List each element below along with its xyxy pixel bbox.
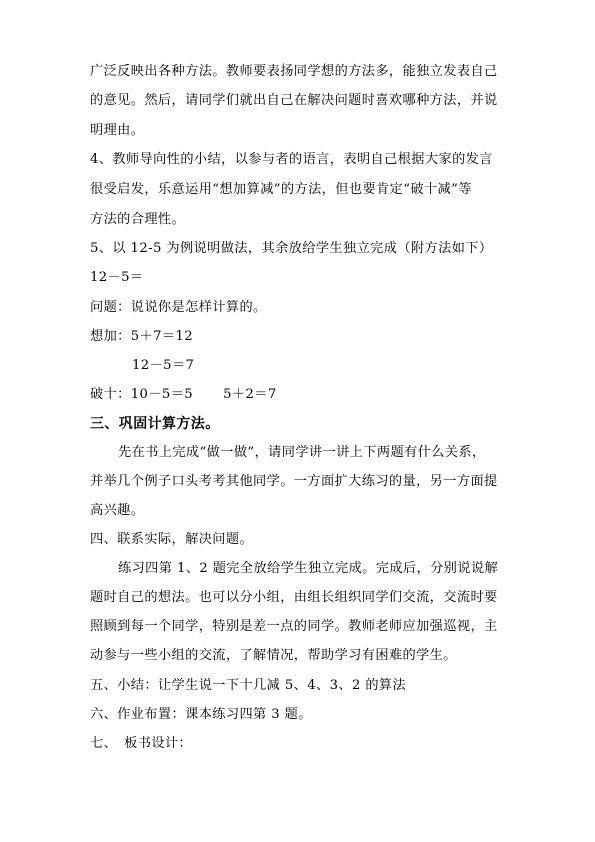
- equation-part: 破十：10－5＝5: [90, 387, 194, 402]
- equation-line: 12－5＝7: [132, 358, 195, 373]
- equation-line: 12－5＝: [90, 270, 144, 285]
- equation-line: 想加：5＋7＝12: [90, 329, 194, 344]
- paragraph-line: 4、教师导向性的小结，以参与者的语言，表明自己根据大家的发言: [90, 152, 493, 167]
- paragraph-line: 的意见。然后，请同学们就出自己在解决问题时喜欢哪种方法，并说: [90, 93, 498, 108]
- paragraph-line: 照顾到每一个同学，特别是差一点的同学。教师老师应加强巡视，主: [90, 619, 498, 634]
- section-heading: 五、小结：让学生说一下十几减 5、4、3、2 的算法: [90, 678, 407, 693]
- paragraph-line: 练习四第 1、2 题完全放给学生独立完成。完成后，分别说说解: [118, 561, 499, 576]
- paragraph-line: 动参与一些小组的交流，了解情况，帮助学习有困难的学生。: [90, 648, 457, 663]
- paragraph-line: 题时自己的想法。也可以分小组，由组长组织同学们交流，交流时要: [90, 590, 498, 605]
- paragraph-line: 高兴趣。: [90, 503, 145, 518]
- section-heading: 四、联系实际，解决问题。: [90, 532, 254, 547]
- section-heading: 三、巩固计算方法。: [90, 416, 220, 432]
- equation-part: 5＋2＝7: [223, 387, 277, 402]
- paragraph-line: 广泛反映出各种方法。教师要表扬同学想的方法多，能独立发表自己: [90, 64, 498, 79]
- question-line: 问题：说说你是怎样计算的。: [90, 300, 267, 315]
- paragraph-line: 并举几个例子口头考考其他同学。一方面扩大练习的量，另一方面提: [90, 474, 498, 489]
- equation-line: [90, 385, 277, 405]
- paragraph-line: 明理由。: [90, 123, 145, 138]
- paragraph-line: 5、以 12-5 为例说明做法，其余放给学生独立完成（附方法如下）: [90, 241, 493, 256]
- paragraph-line: 很受启发，乐意运用“想加算减”的方法，但也要肯定“破十减”等: [90, 182, 472, 197]
- paragraph-line: 方法的合理性。: [90, 212, 186, 227]
- section-heading: 七、 板书设计：: [90, 736, 193, 751]
- section-heading: 六、作业布置：课本练习四第 3 题。: [90, 707, 312, 722]
- paragraph-line: 先在书上完成“做一做”，请同学讲一讲上下两题有什么关系，: [118, 445, 486, 460]
